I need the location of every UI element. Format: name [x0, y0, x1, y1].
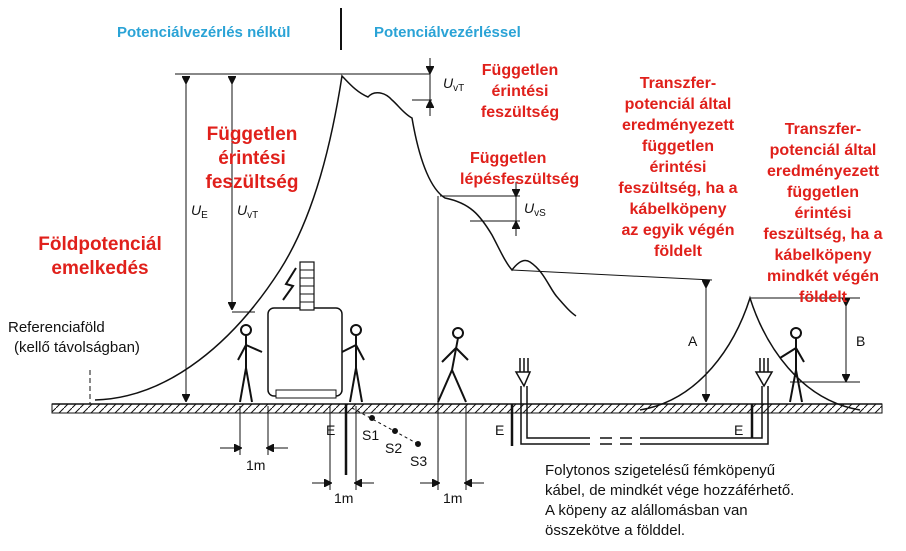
cable [521, 386, 768, 444]
cable-end-middle [516, 358, 530, 386]
probe-s2 [393, 429, 398, 434]
cable-note [545, 462, 794, 539]
person-left [238, 325, 262, 402]
ue-label: $U_E$ [191, 202, 208, 221]
svg-text:összekötve a földdel.: összekötve a földdel. [545, 522, 686, 539]
person-transformer [342, 325, 364, 402]
touch-voltage-top-text [481, 62, 559, 121]
svg-text:feszültség, ha a: feszültség, ha a [763, 226, 883, 243]
reference-line-1: Referenciaföld [8, 319, 105, 336]
svg-text:feszültség: feszültség [480, 104, 560, 121]
transfer-curve-both-ends [640, 298, 860, 410]
svg-text:mindkét végén: mindkét végén [766, 268, 880, 285]
svg-text:potenciál által: potenciál által [624, 96, 732, 113]
svg-text:Független: Független [206, 124, 298, 145]
ground-hatch [52, 404, 882, 413]
e2-label: E [495, 422, 505, 438]
one-m-middle: 1m [334, 490, 354, 506]
dim-1m-right [420, 196, 484, 490]
svg-text:földelt: földelt [799, 289, 847, 306]
touch-voltage-left-text [206, 124, 299, 193]
svg-text:az egyik végén: az egyik végén [621, 222, 735, 239]
svg-text:érintési: érintési [794, 205, 852, 222]
b-label: B [856, 333, 866, 349]
header-without-control: Potenciálvezérlés nélkül [117, 24, 291, 41]
svg-text:földelt: földelt [654, 243, 702, 260]
cable-end-right [756, 358, 772, 386]
uvt-top-label: $U_{vT}$ [443, 75, 465, 94]
one-m-left: 1m [246, 457, 266, 473]
svg-text:Transzfer-: Transzfer- [639, 75, 717, 92]
svg-text:érintési: érintési [218, 148, 286, 169]
probe-s3 [416, 442, 421, 447]
transfer-one-end-text [618, 75, 737, 260]
svg-text:lépésfeszültség: lépésfeszültség [460, 171, 580, 188]
s1-label: S1 [362, 427, 380, 443]
svg-text:feszültség, ha a: feszültség, ha a [618, 180, 738, 197]
s2-label: S2 [385, 440, 403, 456]
svg-text:kábelköpeny: kábelköpeny [774, 247, 872, 264]
ground-rise-text [38, 234, 162, 279]
person-walking [438, 328, 468, 402]
svg-text:A köpeny az alállomásban van: A köpeny az alállomásban van [545, 502, 748, 519]
transformer [268, 262, 342, 398]
svg-text:érintési: érintési [491, 83, 549, 100]
step-voltage-text [460, 150, 579, 188]
svg-text:független: független [787, 184, 859, 201]
svg-text:eredményezett: eredményezett [621, 117, 735, 134]
svg-text:feszültség: feszültség [205, 172, 299, 193]
dim-1m-middle [312, 406, 374, 490]
e1-label: E [326, 422, 336, 438]
transfer-both-ends-text [763, 121, 882, 306]
header-with-control: Potenciálvezérléssel [374, 24, 521, 41]
svg-text:Transzfer-: Transzfer- [784, 121, 862, 138]
svg-text:Földpotenciál: Földpotenciál [38, 234, 162, 255]
svg-text:Független: Független [481, 62, 559, 79]
svg-text:Folytonos szigetelésű fémköpen: Folytonos szigetelésű fémköpenyű [545, 462, 776, 479]
svg-text:független: független [642, 138, 714, 155]
svg-text:Független: Független [470, 150, 547, 167]
svg-text:potenciál által: potenciál által [769, 142, 877, 159]
a-label: A [688, 333, 698, 349]
s3-label: S3 [410, 453, 428, 469]
svg-text:érintési: érintési [649, 159, 707, 176]
uvt-left-label: $U_{vT}$ [237, 202, 259, 221]
probe-s1 [370, 416, 375, 421]
svg-text:eredményezett: eredményezett [766, 163, 880, 180]
reference-line-2: (kellő távolságban) [14, 339, 140, 356]
e3-label: E [734, 422, 744, 438]
uvs-label: $U_{vS}$ [524, 200, 546, 219]
one-m-right: 1m [443, 490, 463, 506]
person-right [780, 328, 804, 402]
svg-text:emelkedés: emelkedés [51, 258, 149, 279]
svg-text:kábelköpeny: kábelköpeny [629, 201, 727, 218]
svg-text:kábel, de mindkét vége hozzáfé: kábel, de mindkét vége hozzáférhető. [545, 482, 795, 499]
